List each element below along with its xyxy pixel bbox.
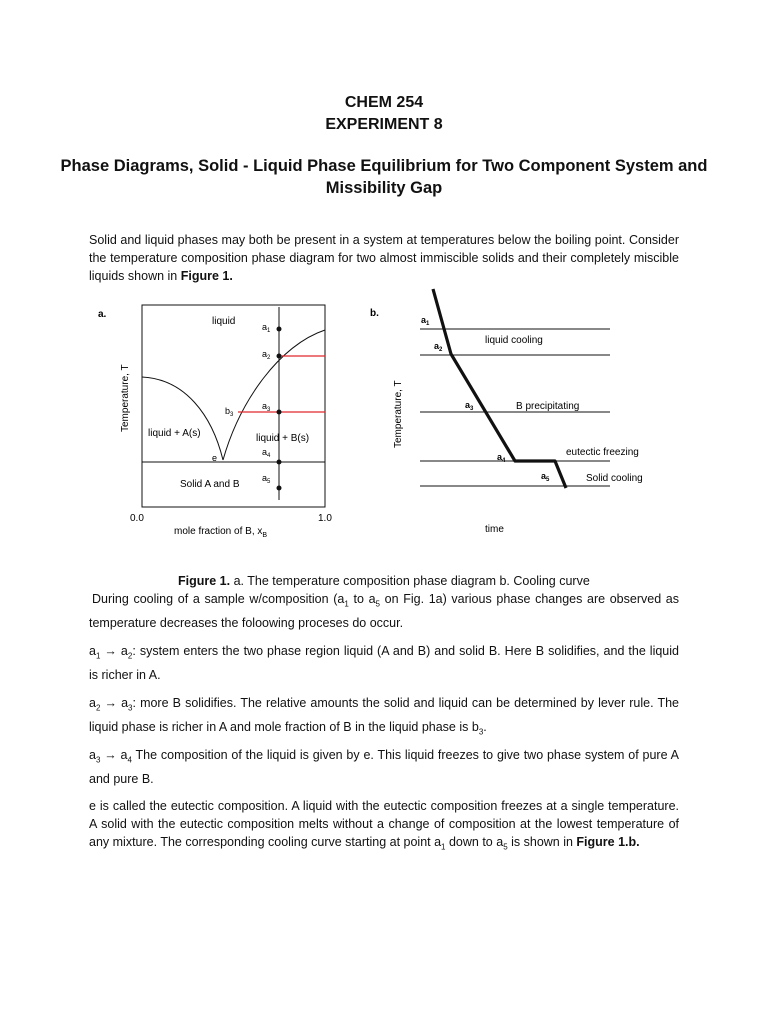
point-a3: [277, 410, 282, 415]
b-label-a3: $a_3$: [465, 400, 474, 412]
xmin-label: 0.0: [130, 513, 144, 524]
figure-1a-phase-diagram: [90, 300, 350, 545]
label-a1: $a_1$: [262, 322, 271, 334]
b-label-a1: $a_1$: [421, 315, 430, 327]
point-a1: [277, 327, 282, 332]
label-e: e: [212, 453, 218, 463]
region-solid: Solid A and B: [180, 479, 240, 490]
course-title: CHEM 254: [344, 94, 424, 111]
stage-b-precipitating: B precipitating: [516, 401, 580, 412]
document-heading: Phase Diagrams, Solid - Liquid Phase Equilibrium for Two Component System and Missibility Gap: [60, 157, 708, 197]
experiment-title: EXPERIMENT 8: [325, 116, 443, 133]
intro-paragraph: [89, 231, 679, 285]
caption-label: Figure 1.: [178, 574, 231, 588]
label-a5: $a_5$: [262, 473, 271, 485]
region-liquid-b: liquid + B(s): [256, 433, 310, 444]
point-a2: [277, 354, 282, 359]
figure-a-xlabel: mole fraction of B, $x_B$: [174, 526, 268, 539]
figure-a-panel-label: a.: [98, 309, 107, 320]
label-b3: $b_3$: [225, 406, 234, 418]
point-a4: [277, 460, 282, 465]
intro-figure-ref: Figure 1.: [180, 269, 233, 283]
label-a2: $a_2$: [262, 349, 271, 361]
plot-frame: [142, 305, 325, 507]
xmax-label: 1.0: [318, 513, 332, 524]
paragraph-a1-a2: $a_1 \to a_2$: system enters the two phase region liquid (A and B) and solid B. Here B solidifies, and the liquid is richer in A.: [89, 644, 679, 682]
point-a5: [277, 486, 282, 491]
region-liquid: liquid: [212, 316, 236, 327]
figure-b-panel-label: b.: [370, 308, 379, 319]
figure-caption: [178, 572, 678, 590]
figure-a-ylabel: Temperature, T: [120, 364, 131, 432]
b-label-a2: $a_2$: [434, 341, 443, 353]
b-label-a5: $a_5$: [541, 471, 550, 483]
paragraph-a3-a4: $a_3 \to a_4$ The composition of the liquid is given by e. This liquid freezes to give two phase system of pure A and pure B.: [89, 748, 679, 786]
stage-liquid-cooling: liquid cooling: [485, 335, 543, 346]
b-label-a4: $a_4$: [497, 452, 506, 464]
paragraph-eutectic: e is called the eutectic composition. A liquid with the eutectic composition freezes at a single temperature. A solid with the eutectic composition melts without a change of composition at the lowest temperature of any mixture. The corresponding cooling curve starting at point $a_1$ down to $a_5$ is shown in Figure 1.b.: [89, 799, 679, 852]
intro-text: Solid and liquid phases may both be present in a system at temperatures below the boiling point. Consider the temperature composition phase diagram for two almost immiscible solids and their completely miscible liquids shown in: [89, 233, 679, 283]
figure-b-xlabel: time: [485, 524, 504, 535]
paragraph-cooling-intro: During cooling of a sample w/composition ($a_1$ to $a_5$ on Fig. 1a) various phase changes are observed as temperature decreases the foloowing proceses do occur.: [89, 592, 680, 630]
liquidus-a-curve: [142, 377, 223, 460]
paragraph-a2-a3: $a_2 \to a_3$: more B solidifies. The relative amounts the solid and liquid can be determined by lever rule. The liquid phase is richer in A and mole fraction of B in the liquid phase is $b_3$.: [89, 696, 679, 736]
label-a4: $a_4$: [262, 447, 271, 459]
caption-text: a. The temperature composition phase diagram b. Cooling curve: [230, 574, 590, 588]
label-a3: $a_3$: [262, 401, 271, 413]
figure-b-ylabel: Temperature, T: [393, 380, 404, 448]
region-liquid-a: liquid + A(s): [148, 428, 201, 439]
stage-solid-cooling: Solid cooling: [586, 473, 643, 484]
stage-eutectic-freezing: eutectic freezing: [566, 447, 639, 458]
figure-1b-cooling-curve: [365, 285, 655, 545]
